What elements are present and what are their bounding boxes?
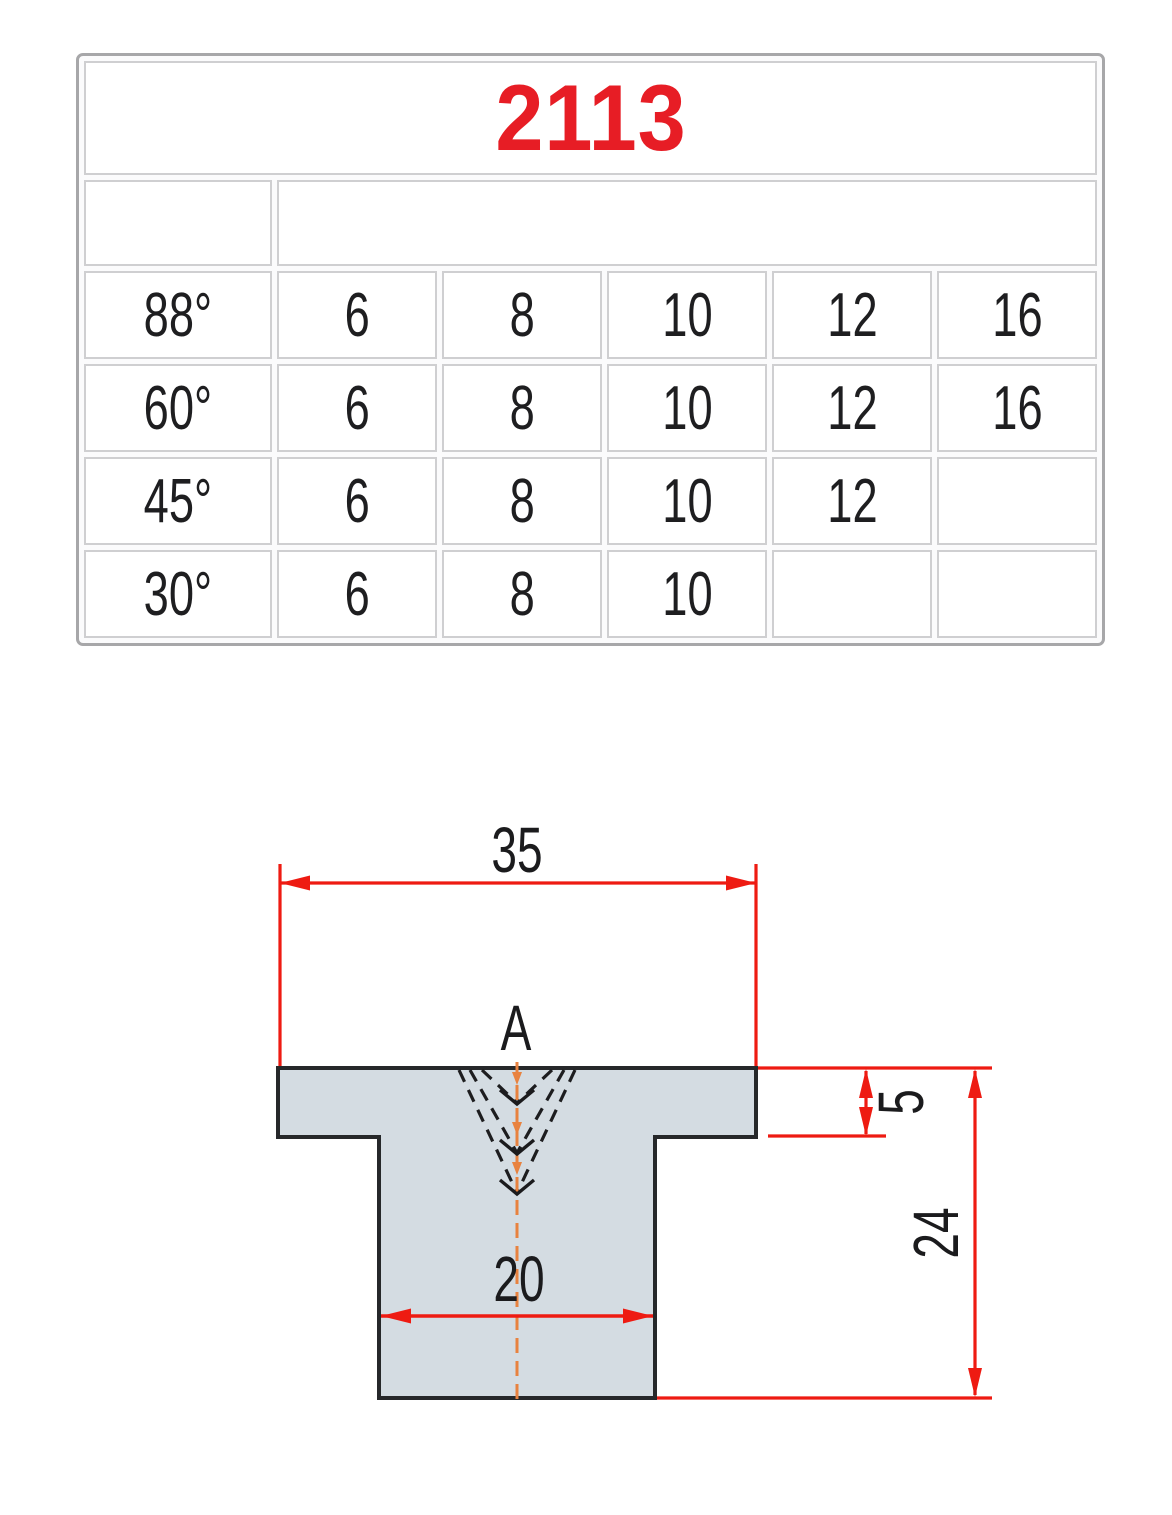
v-value-cell: 6 bbox=[277, 271, 437, 359]
v-value-cell: 12 bbox=[772, 364, 932, 452]
v-value-cell: 8 bbox=[442, 364, 602, 452]
model-number-cell bbox=[84, 61, 1097, 175]
die-drawing-svg bbox=[0, 780, 1172, 1510]
v-value-cell: 10 bbox=[607, 271, 767, 359]
table-row bbox=[84, 457, 1097, 545]
v-value-cell: 8 bbox=[442, 457, 602, 545]
angle-cell: 60° bbox=[84, 364, 272, 452]
v-value-cell: 12 bbox=[772, 271, 932, 359]
model-number: 2113 bbox=[494, 65, 687, 170]
die-spec-table bbox=[76, 53, 1105, 646]
v-value-cell bbox=[937, 457, 1097, 545]
die-technical-drawing bbox=[0, 780, 1172, 1510]
v-value-cell: 6 bbox=[277, 550, 437, 638]
v-value-cell: 12 bbox=[772, 457, 932, 545]
angle-cell: 30° bbox=[84, 550, 272, 638]
dim-label-total-height: 24 bbox=[900, 1207, 972, 1259]
v-value-cell bbox=[937, 550, 1097, 638]
table-row-title bbox=[84, 61, 1097, 175]
v-value-cell: 10 bbox=[607, 364, 767, 452]
col-header-v: V bbox=[277, 180, 1097, 266]
dim-label-stem-width: 20 bbox=[493, 1243, 545, 1315]
table-row bbox=[84, 550, 1097, 638]
col-header-angle: A bbox=[84, 180, 272, 266]
v-value-cell: 6 bbox=[277, 457, 437, 545]
v-value-cell: 8 bbox=[442, 271, 602, 359]
angle-cell: 45° bbox=[84, 457, 272, 545]
dim-label-top-width: 35 bbox=[491, 814, 543, 886]
v-value-cell: 10 bbox=[607, 457, 767, 545]
table-row bbox=[84, 364, 1097, 452]
v-value-cell: 8 bbox=[442, 550, 602, 638]
table-row-header bbox=[84, 180, 1097, 266]
v-value-cell: 10 bbox=[607, 550, 767, 638]
v-value-cell bbox=[772, 550, 932, 638]
groove-angle-label: A bbox=[500, 992, 532, 1064]
table-row bbox=[84, 271, 1097, 359]
v-value-cell: 16 bbox=[937, 271, 1097, 359]
v-value-cell: 16 bbox=[937, 364, 1097, 452]
dim-label-flange-height: 5 bbox=[865, 1089, 937, 1115]
angle-cell: 88° bbox=[84, 271, 272, 359]
v-value-cell: 6 bbox=[277, 364, 437, 452]
